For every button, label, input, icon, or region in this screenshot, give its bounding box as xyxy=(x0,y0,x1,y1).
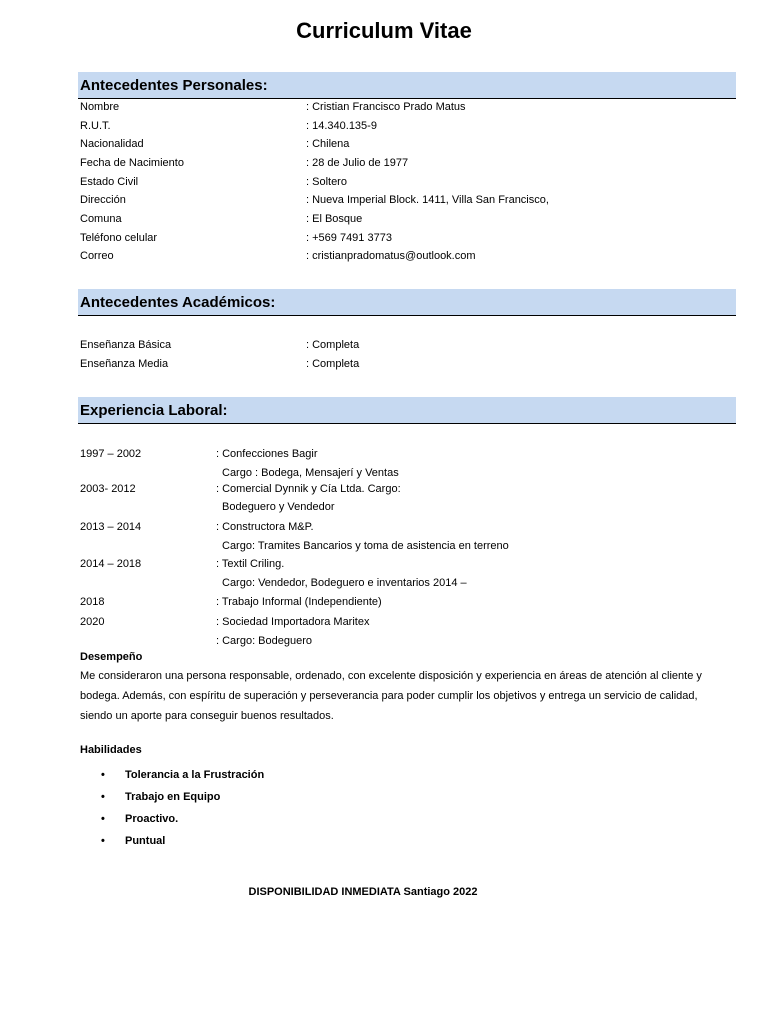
skill-item xyxy=(80,764,264,786)
skill-text: Trabajo en Equipo xyxy=(125,791,221,803)
experience-company: : Sociedad Importadora Maritex xyxy=(216,616,370,628)
experience-years: 2014 – 2018 xyxy=(80,558,142,570)
row-label: Teléfono celular xyxy=(80,232,158,244)
section-header-academic: Antecedentes Académicos: xyxy=(78,289,736,316)
experience-company: : Textil Criling. xyxy=(216,558,285,570)
experience-detail: Cargo: Vendedor, Bodeguero e inventarios 2014 – xyxy=(222,577,467,589)
skill-text: Tolerancia a la Frustración xyxy=(125,769,265,781)
experience-years: 2020 xyxy=(80,616,105,628)
bullet-icon: • xyxy=(101,835,105,847)
skill-text: Proactivo. xyxy=(125,813,179,825)
row-label: Enseñanza Básica xyxy=(80,339,172,351)
row-value: : +569 7491 3773 xyxy=(306,232,392,244)
row-label: Fecha de Nacimiento xyxy=(80,157,184,169)
row-label: Enseñanza Media xyxy=(80,358,169,370)
experience-detail: Cargo : Bodega, Mensajerí y Ventas xyxy=(222,467,399,479)
row-label: Nombre xyxy=(80,101,120,113)
skills-label: Habilidades xyxy=(80,744,142,756)
row-value: : cristianpradomatus@outlook.com xyxy=(306,250,476,262)
row-value: : Nueva Imperial Block. 1411, Villa San Francisco, xyxy=(306,194,549,206)
desempeno-text: Me consideraron una persona responsable, ordenado, con excelente disposición y experiencia en áreas de atención al cliente y bodega. Además, con espíritu de superación y perseverancia para poder cumplir los objetivos y entrega un servicio de calidad, siendo un aporte para conseguir buenos resultados. xyxy=(80,670,702,722)
experience-detail: Bodeguero y Vendedor xyxy=(222,501,335,513)
row-label: Dirección xyxy=(80,194,126,206)
row-label: Nacionalidad xyxy=(80,138,144,150)
experience-company: : Constructora M&P. xyxy=(216,521,314,533)
availability-note: DISPONIBILIDAD INMEDIATA Santiago 2022 xyxy=(248,886,478,898)
experience-company: : Confecciones Bagir xyxy=(216,448,318,460)
experience-detail: : Cargo: Bodeguero xyxy=(216,635,313,647)
experience-years: 2013 – 2014 xyxy=(80,521,142,533)
row-value: : Completa xyxy=(306,339,360,351)
row-label: Estado Civil xyxy=(80,176,139,188)
page-title: Curriculum Vitae xyxy=(296,18,472,43)
row-label: Correo xyxy=(80,250,114,262)
row-value: : Completa xyxy=(306,358,360,370)
skill-text: Puntual xyxy=(125,835,166,847)
skill-item xyxy=(80,786,264,808)
experience-company: : Trabajo Informal (Independiente) xyxy=(216,596,382,608)
bullet-icon: • xyxy=(101,813,105,825)
experience-company: : Comercial Dynnik y Cía Ltda. Cargo: xyxy=(216,483,401,495)
bullet-icon: • xyxy=(101,769,105,781)
experience-years: 2018 xyxy=(80,596,105,608)
row-label: Comuna xyxy=(80,213,122,225)
row-value: : Soltero xyxy=(306,176,347,188)
section-header-personal: Antecedentes Personales: xyxy=(78,72,736,99)
section-header-experience: Experiencia Laboral: xyxy=(78,397,736,424)
row-value: : 28 de Julio de 1977 xyxy=(306,157,409,169)
experience-years: 2003- 2012 xyxy=(80,483,136,495)
experience-years: 1997 – 2002 xyxy=(80,448,142,460)
row-value: : El Bosque xyxy=(306,213,363,225)
skill-item xyxy=(80,808,264,830)
row-value: : 14.340.135-9 xyxy=(306,120,377,132)
experience-detail: Cargo: Tramites Bancarios y toma de asistencia en terreno xyxy=(222,540,509,552)
row-value: : Cristian Francisco Prado Matus xyxy=(306,101,466,113)
skills-list xyxy=(80,764,264,852)
desempeno-label: Desempeño xyxy=(80,651,143,663)
skill-item xyxy=(80,830,264,852)
row-label: R.U.T. xyxy=(80,120,111,132)
row-value: : Chilena xyxy=(306,138,350,150)
bullet-icon: • xyxy=(101,791,105,803)
